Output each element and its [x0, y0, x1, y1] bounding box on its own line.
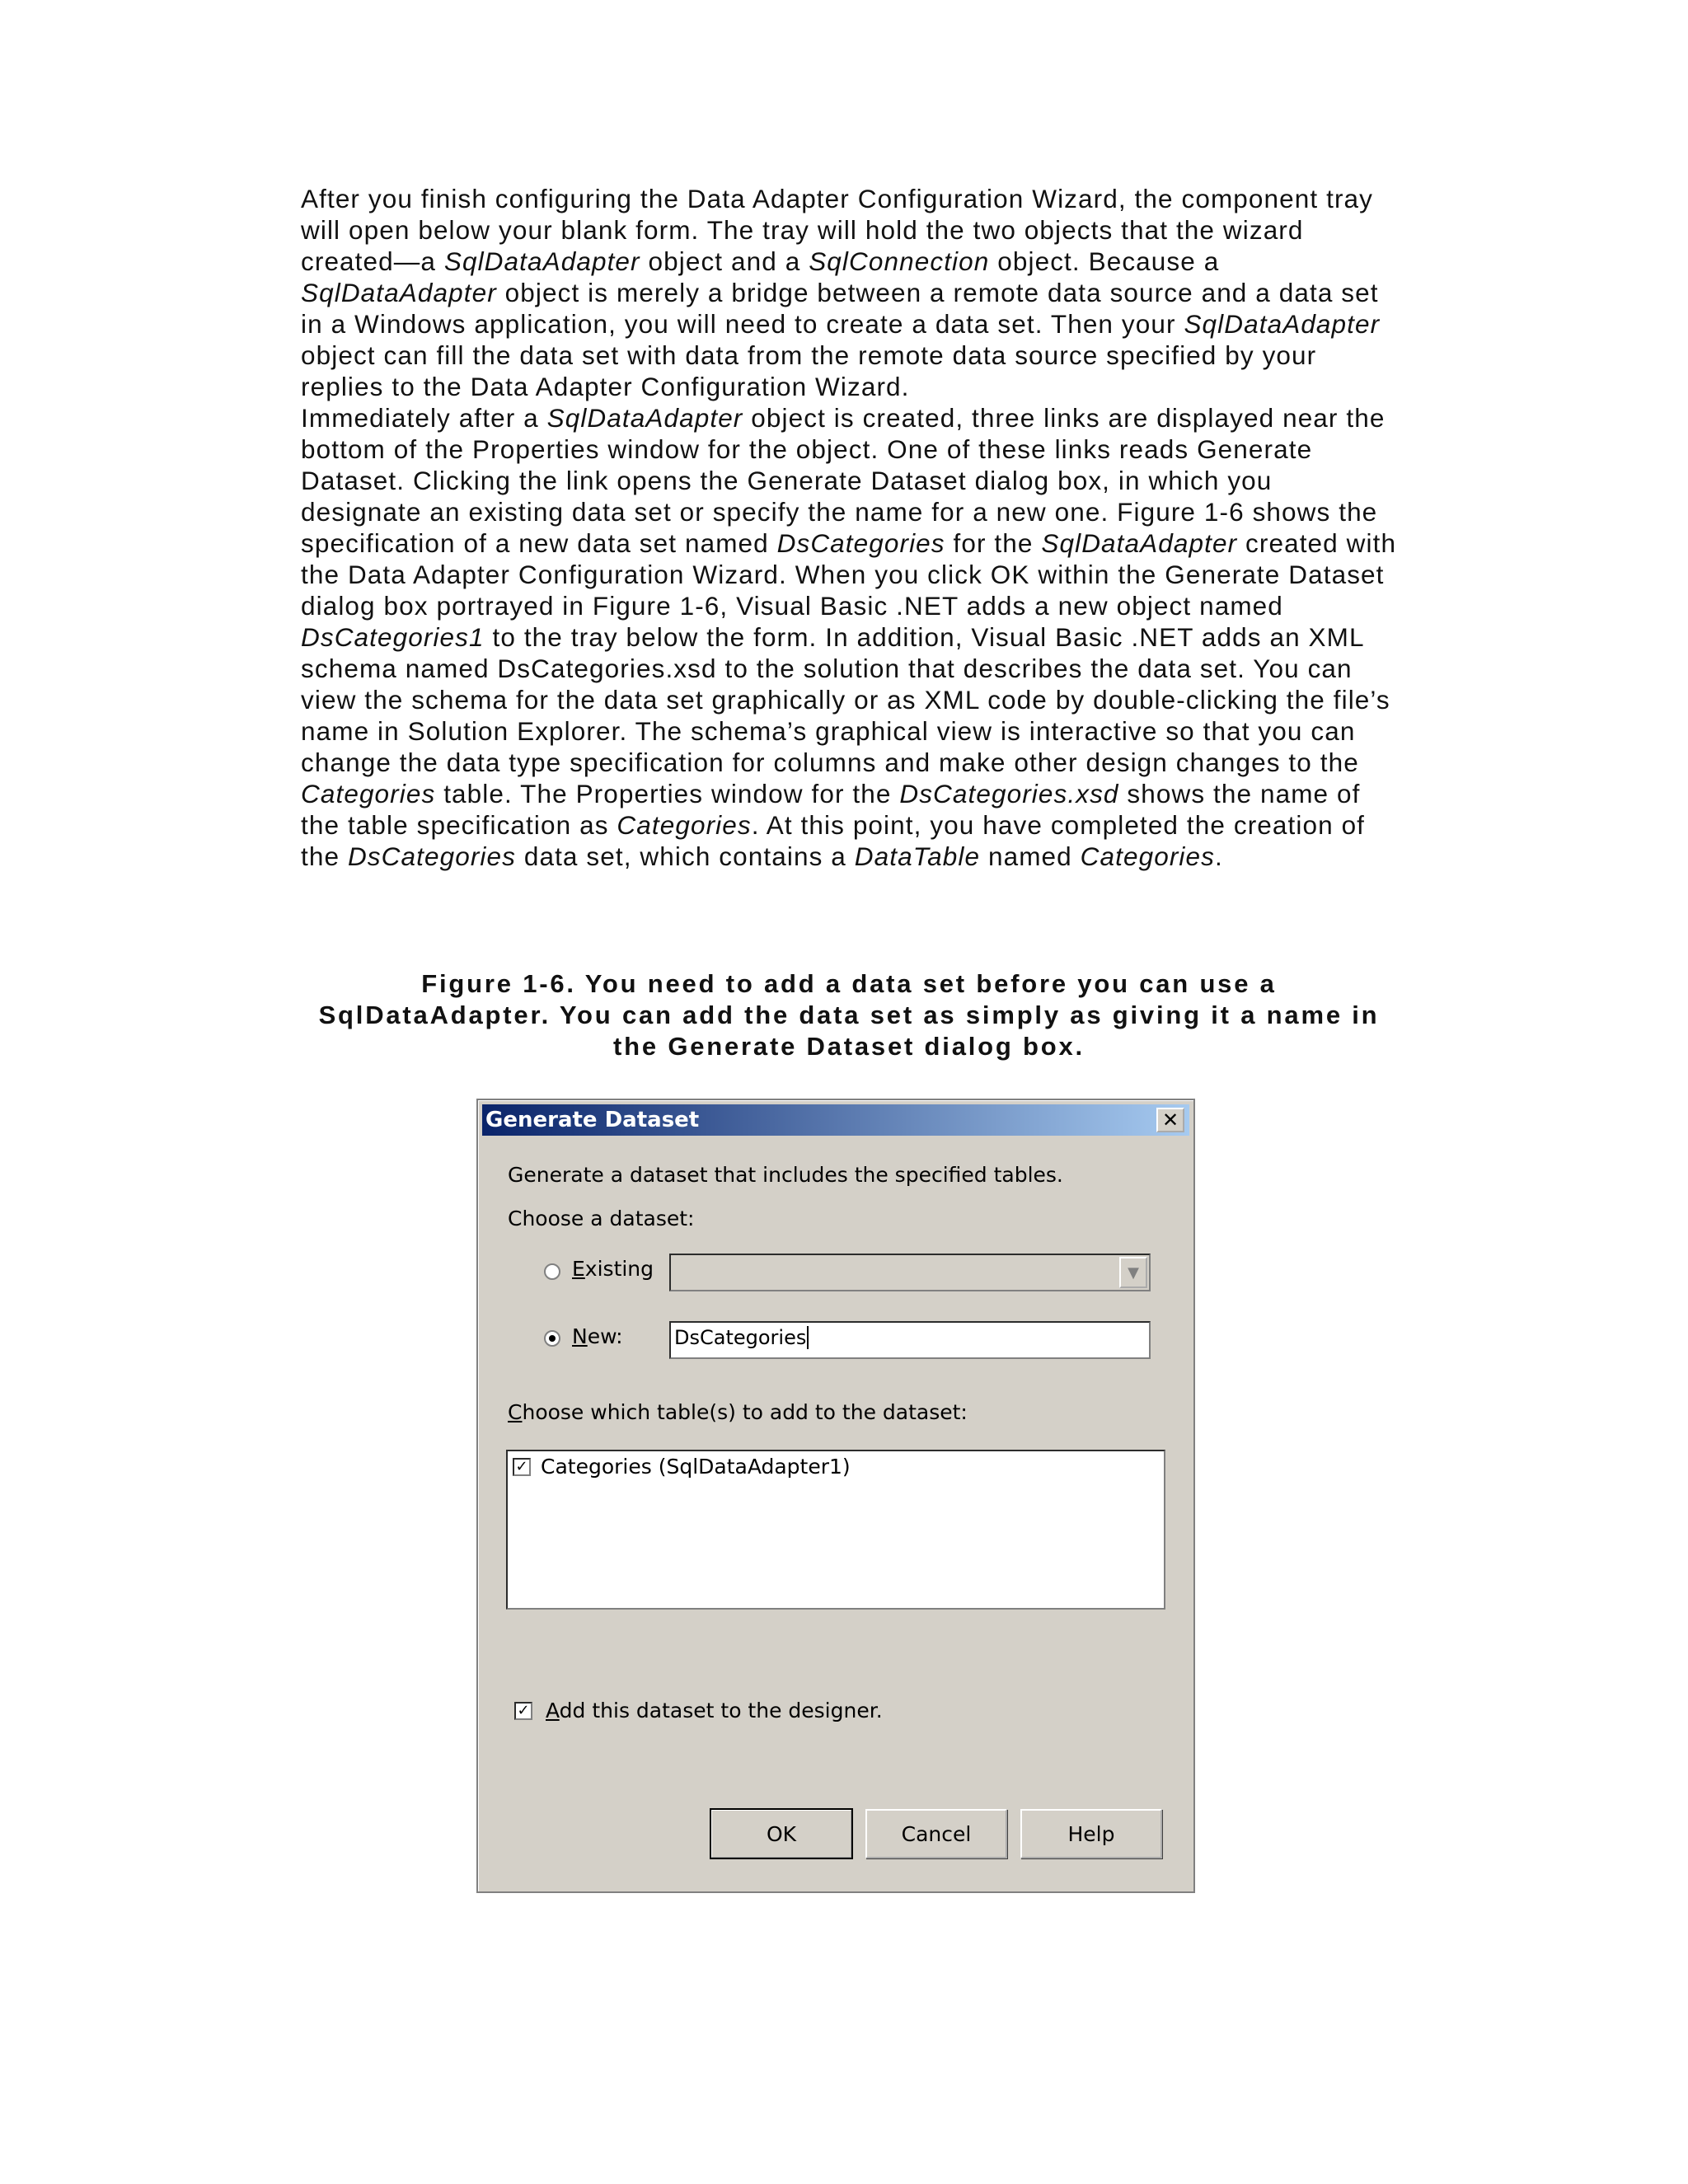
new-mnemonic: N: [572, 1324, 588, 1348]
p2-italic-5: Categories: [301, 779, 436, 808]
existing-radio[interactable]: [544, 1263, 560, 1280]
new-radio[interactable]: [544, 1330, 560, 1347]
new-dataset-value: DsCategories: [674, 1326, 807, 1349]
p2-text-9: data set, which contains a: [515, 841, 855, 871]
p2-italic-10: Categories: [1080, 841, 1215, 871]
check-icon: ✓: [515, 1458, 528, 1475]
p1-text-2: object and a: [640, 246, 809, 276]
existing-label-rest: xisting: [584, 1257, 654, 1281]
p2-italic-7: Categories: [617, 810, 752, 840]
existing-mnemonic: E: [572, 1257, 585, 1281]
p2-italic-6: DsCategories.xsd: [899, 779, 1119, 808]
p1-italic-4: SqlDataAdapter: [1184, 309, 1381, 339]
close-button[interactable]: [1156, 1108, 1184, 1132]
p1-italic-1: SqlDataAdapter: [443, 246, 640, 276]
choose-tables-label: [508, 1400, 968, 1424]
paragraph-2: [301, 402, 1397, 872]
p2-text-3: for the: [945, 528, 1042, 558]
tables-label-rest: hoose which table(s) to add to the dataset:: [522, 1400, 968, 1424]
designer-mnemonic: A: [546, 1699, 560, 1722]
add-to-designer-label[interactable]: [546, 1699, 883, 1722]
generate-dataset-dialog: [476, 1099, 1195, 1893]
text-cursor: [807, 1326, 809, 1349]
p1-text-1: After you finish configuring the Data Adapter Configuration Wizard, the component tray will open below your blank form. The tray will hold the two objects that the wizard created—a: [301, 184, 1374, 276]
designer-label-rest: dd this dataset to the designer.: [559, 1699, 883, 1722]
p1-text-5: object can fill the data set with data from the remote data source specified by your replies to the Data Adapter Configuration Wizard.: [301, 340, 1317, 401]
p2-italic-9: DataTable: [854, 841, 981, 871]
existing-label[interactable]: [572, 1257, 654, 1281]
p2-italic-8: DsCategories: [347, 841, 516, 871]
p2-italic-2: DsCategories: [776, 528, 945, 558]
new-dataset-input[interactable]: [669, 1321, 1151, 1359]
p1-text-3: object. Because a: [989, 246, 1220, 276]
p2-text-8: . At this point, you have completed the creation of the: [301, 810, 1366, 871]
caption-line-2: SqlDataAdapter. You can add the data set as simply as giving it a name in: [318, 1001, 1380, 1029]
table-item-label[interactable]: Categories (SqlDataAdapter1): [541, 1455, 851, 1479]
p2-text-2: object is created, three links are displayed near the bottom of the Properties window for the object. One of these links reads Generate Dataset. Clicking the link opens the Generate Dataset dialog box, in which you designate an existing data set or specify the name for a new one. Figure 1-6 shows the specification of a new data set named: [301, 403, 1386, 558]
body-text: [301, 183, 1397, 872]
p2-italic-4: DsCategories1: [301, 622, 485, 652]
tables-mnemonic: C: [508, 1400, 523, 1424]
choose-dataset-label: Choose a dataset:: [508, 1207, 695, 1230]
dropdown-button[interactable]: [1119, 1257, 1147, 1288]
add-to-designer-checkbox[interactable]: [514, 1702, 532, 1720]
p2-text-4: created with the Data Adapter Configuration Wizard. When you click OK within the Generate Dataset dialog box portrayed in Figure 1-6, Visual Basic .NET adds a new object named: [301, 528, 1397, 621]
p2-text-11: .: [1214, 841, 1223, 871]
p1-italic-3: SqlDataAdapter: [301, 278, 497, 307]
close-icon: ✕: [1161, 1108, 1179, 1132]
p2-text-1: Immediately after a: [301, 403, 547, 433]
new-label-rest: ew:: [587, 1324, 623, 1348]
p1-italic-2: SqlConnection: [809, 246, 990, 276]
p2-text-5: to the tray below the form. In addition, Visual Basic .NET adds an XML schema named DsCategories.xsd to the solution that describes the data set. You can view the schema for the data set graphically or as XML code by double-clicking the file’s name in Solution Explorer. The schema’s graphical view is interactive so that you can change the data type specification for columns and make other design changes to the: [301, 622, 1390, 777]
dialog-title: Generate Dataset: [485, 1108, 700, 1132]
figure-caption: [288, 968, 1409, 1062]
p2-text-10: named: [980, 841, 1081, 871]
paragraph-1: [301, 183, 1397, 402]
check-icon: ✓: [517, 1702, 530, 1719]
p1-text-4: object is merely a bridge between a remote data source and a data set in a Windows application, you will need to create a data set. Then your: [301, 278, 1379, 339]
ok-button[interactable]: OK: [710, 1809, 852, 1858]
dialog-description: Generate a dataset that includes the specified tables.: [508, 1163, 1063, 1187]
cancel-button[interactable]: Cancel: [865, 1809, 1007, 1858]
p2-italic-3: SqlDataAdapter: [1041, 528, 1238, 558]
p2-italic-1: SqlDataAdapter: [546, 403, 743, 433]
tables-listbox[interactable]: [506, 1450, 1165, 1610]
p2-text-6: table. The Properties window for the: [435, 779, 900, 808]
chevron-down-icon: ▼: [1128, 1263, 1139, 1282]
existing-dataset-dropdown[interactable]: [669, 1254, 1151, 1291]
new-label[interactable]: [572, 1324, 623, 1348]
table-item-checkbox[interactable]: [513, 1458, 531, 1476]
caption-line-1: Figure 1-6. You need to add a data set before you can use a: [421, 969, 1277, 998]
caption-line-3: the Generate Dataset dialog box.: [613, 1032, 1085, 1061]
dialog-titlebar[interactable]: [482, 1104, 1189, 1136]
help-button[interactable]: Help: [1020, 1809, 1162, 1858]
p2-text-7: shows the name of the table specification as: [301, 779, 1361, 840]
